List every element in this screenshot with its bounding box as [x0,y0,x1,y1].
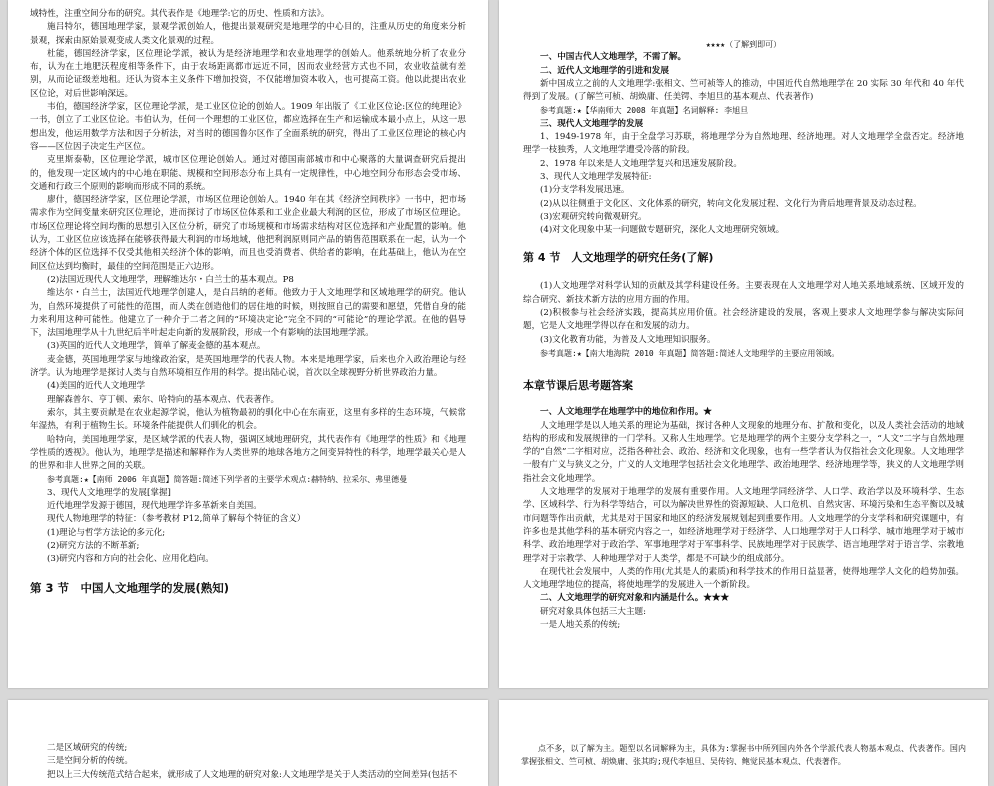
paragraph: (3)英国的近代人文地理学，简单了解麦金德的基本观点。 [47,341,266,352]
paragraph: 杜能，德国经济学家，区位理论学派，被认为是经济地理学和农业地理学的创始人。他系统地分析了农业分布，认为在土地肥沃程度相等条件下，由于农场距离都市远近不同，因而农业经营方式也不同，农业收益就有差别，从而论证级差地租。还认为资本主义条件下增加投资，不仅能增加资本收入，也可提高工资。他以此提出农业区位论，对后世影响深远。 [30,48,466,99]
paragraph: 把以上三大传统范式结合起来，就形成了人文地理的研究对象:人文地理学是关于人类活动的空间差异(包括不 [47,769,458,780]
paragraph: 1、1949-1978 年，由于全盘学习苏联，将地理学分为自然地理、经济地理。对人文地理学全盘否定。经济地理学一枝独秀，人文地理学遭受冷落的阶段。 [523,132,964,156]
page-1-body [8,0,488,566]
paragraph: (4)美国的近代人文地理学 [47,381,146,392]
paragraph: (2)法国近现代人文地理学，理解维达尔・白兰士的基本观点。P8 [47,274,294,285]
paragraph: 一是人地关系的传统; [540,619,621,630]
paragraph: 索尔，其主要贡献是在农业起源学说，他认为植物最初的驯化中心在东南亚，这里有多样的生态环境，气候常年湿热，有利于植物生长。环境条件能提供人们驯化的机会。 [30,407,466,432]
document-page-3 [8,700,488,786]
document-page-1 [8,0,488,688]
paragraph: 新中国成立之前的人文地理学:张相文、竺可祯等人的推动，中国近代自然地理学在 20 实际 30 年代和 40 年代得到了发展。(了解竺可桢、胡焕庸、任美锷、李旭旦的基本观点、代表著作) [523,78,964,103]
paragraph: 研究对象具体包括三大主题: [540,606,647,617]
paragraph: 廖什，德国经济学家，区位理论学派，市场区位理论创始人。1940 年在其《经济空间秩序》一书中，把市场需求作为空间变量来研究区位理论，进而探讨了市场区位体系和工业企业最大利润的区位，形成了市场区位理论。市场区位理论将空间均衡的思想引入区位分析，研究了市场规模和市场需求结构对区位选择和产业配置的影响。他认为，工业区位应该选择在能够获得最大利润的市场地域，他把利润原则同产品的销售范围联系在一起，认为一个经济个体的区位选择不仅受其他相关经济个体的影响，而且也受消费者、供给者的影响，在此基础上，他认为在空间区位达到均衡时，最佳的空间范围是正六边形。 [30,195,466,272]
paragraph: 三是空间分析的传统。 [47,756,133,767]
paragraph: 二、人文地理学的研究对象和内涵是什么。★★★ [540,593,730,604]
paragraph: 2、1978 年以来是人文地理学复兴和迅速发展阶段。 [540,158,742,169]
paragraph: (3)研究内容和方向的社会化、应用化趋向。 [47,554,214,565]
answers-body [523,406,964,632]
paragraph: 参考真题:★【南师 2006 年真题】简答题:简述下列学者的主要学术观点:赫特纳、拉采尔、弗里德曼 [47,475,408,485]
paragraph: ★★★★（了解到即可） [705,40,782,49]
paragraph: 韦伯，德国经济学家，区位理论学派，是工业区位论的创始人。1909 年出版了《工业区位论:区位的纯理论》一书，创立了工业区位论。韦伯认为，任何一个理想的工业区位，都应选择在生产和运输成本最小点上，从这一思想出发，他运用数学方法和因子分析法，对当时的德国鲁尔区作了全面系统的研究，得出了工业区位理论的核心内容——区位因子决定生产区位。 [30,102,466,152]
paragraph: 施吕特尔，德国地理学家，景观学派创始人，他提出景观研究是地理学的中心目的，注重从历史的角度来分析景观，探索由原始景观变成人类文化景观的过程。 [30,22,466,46]
page-2-body [523,38,964,237]
paragraph: (2)从以往侧重于文化区、文化体系的研究，转向文化发展过程、文化行为背后地理背景及动态过程。 [540,198,922,209]
paragraph: 3、现代人文地理学发展特征: [540,171,652,182]
paragraph: 克里斯泰勒，区位理论学派，城市区位理论创始人。通过对德国南部城市和中心聚落的大量调查研究后提出的，他发现一定区域内的中心地在职能、规模和空间形态分布上具有一定规律性，中心地空间分布形态会受市场、交通和行政三个原则的影响而形成不同的系统。 [30,155,466,192]
paragraph: 一、人文地理学在地理学中的地位和作用。★ [540,407,712,418]
paragraph: 三、现代人文地理学的发展 [540,118,644,129]
section-4-body [523,280,964,360]
paragraph: 麦金德，英国地理学家与地缘政治家，是英国地理学的代表人物。本来是地理学家，后来也介入政治理论与经济学。认为地理学是探讨人类与自然环境相互作用的科学。提出陆心说，首次以全球视野分析世界政治力量。 [30,354,466,379]
paragraph: 哈特向，美国地理学家，是区域学派的代表人物，强调区域地理研究，其代表作有《地理学的性质》和《地理学性质的透视》。他认为，地理学是描述和解释作为人类世界的地球各地方之间变异特性的科学，地理学最关心是人的世界和非人世界之间的关联。 [30,434,466,472]
paragraph: 现代人物地理学的特征：（参考教材 P12,简单了解每个特征的含义） [47,514,306,525]
paragraph: 在现代社会发展中，人类的作用(尤其是人的素质)和科学技术的作用日益显著，使得地理学人文化的趋势加强。人文地理学地位的提高，将使地理学的发展进入一个新阶段。 [523,566,964,591]
paragraph: 人文地理学的发展对于地理学的发展有重要作用。人文地理学同经济学、人口学、政治学以及环境科学、生态学、区域科学、行为科学等结合，可以为解决世界性的资源短缺、人口危机、自然灾害、环境污染和生态平衡以及城市问题等作出贡献，尤其是对于国家和地区的经济发展规划起到重要作用。人文地理学的分支学科和研究课题中，有许多也是其他学科的基本研究内容之一，如经济地理学对于经济学、人口地理学对于人口科学、城市地理学对于城市科学、政治地理学对于政治学、军事地理学对于军事科学、民族地理学对于民族学、语言地理学对于语言学、宗教地理学对于宗教学、人种地理学对于人类学，都是不可缺少的组成部分。 [523,487,964,564]
paragraph: (3)宏观研究转向微观研究。 [540,211,647,222]
paragraph: (3)文化教育功能，为普及人文地理知识服务。 [540,334,716,345]
paragraph: (1)人文地理学对科学认知的贡献及其学科建设任务。主要表现在人文地理学对人地关系地域系统、区域开发的综合研究、新技术新方法的应用方面的作用。 [523,281,964,305]
paragraph: 域特性，注重空间分布的研究。其代表作是《地理学:它的历史、性质和方法》。 [30,9,330,19]
section-heading-3: 第 3 节 中国人文地理学的发展(熟知) [30,581,230,596]
paragraph: 一、中国古代人文地理学，不需了解。 [540,52,687,63]
document-page-2 [499,0,988,688]
paragraph: (1)理论与哲学方法论的多元化; [47,527,166,538]
paragraph: (2)研究方法的不断革新; [47,540,140,551]
paragraph: 点不多，以了解为主。题型以名词解释为主，具体为:掌握书中所列国内外各个学派代表人物基本观点、代表著作。国内掌握张相文、竺可桢、胡焕庸、张其昀;现代李旭旦、吴传钧、鲍觉民基本观点、代表著作。 [521,744,966,767]
paragraph: 近代地理学发源于德国，现代地理学许多革新来自美国。 [47,500,262,511]
answers-heading: 本章节课后思考题答案 [523,379,633,393]
paragraph: (1)分支学科发展迅速。 [540,185,630,196]
page-4-body [499,700,988,769]
paragraph: 二、近代人文地理学的引进和发展 [540,65,669,76]
paragraph: 二是区域研究的传统; [47,743,128,753]
paragraph: (2)积极参与社会经济实践，提高其应用价值。社会经济建设的发展，客观上要求人文地理学参与解决实际问题，它是人文地理学得以存在和发展的动力。 [523,308,964,332]
section-heading-4: 第 4 节 人文地理学的研究任务(了解) [523,251,714,265]
page-3-body [8,700,488,782]
paragraph: (4)对文化现象中某一问题做专题研究，深化人文地理研究领域。 [540,225,785,236]
document-page-4 [499,700,988,786]
paragraph: 人文地理学是以人地关系的理论为基础，探讨各种人文现象的地理分布、扩散和变化，以及人类社会活动的地域结构的形成和发展规律的一门学科。又称人生地理学。它是地理学的两个主要分支学科之一，“人文”二字与自然地理学的“自然”二字相对应，泛指各种社会、政治、经济和文化现象，也有一些学者认为仅指社会文化现象。人文地理学一般有广义与狭义之分，广义的人文地理学包括社会文化地理学、政治地理学、经济地理学等，狭义的人文地理学则指社会文化地理学。 [523,420,964,484]
paragraph: 参考真题:★【华南师大 2008 年真题】名词解释: 李旭旦 [540,106,749,116]
paragraph: 3、现代人文地理学的发展[掌握] [47,487,171,498]
paragraph: 理解森普尔、亨丁顿、索尔、哈特向的基本观点、代表著作。 [47,394,280,405]
paragraph: 维达尔・白兰士，法国近代地理学创建人，是白吕纳的老师。他致力于人文地理学和区域地理学的研究。他认为，自然环境提供了可能性的范围，而人类在创造他们的居住地的时候，则按照自己的需要和愿望，凭借自身的能力来利用这种可能性。他建立了一种介于二者之间的“环境决定论”完全不同的“可能论”的理论学派。在他的倡导下，法国地理学从十九世纪后半叶起走向新的发展阶段，形成一个有影响的法国地理学派。 [30,288,466,339]
paragraph: 参考真题:★【南大地海院 2010 年真题】简答题:简述人文地理学的主要应用领域。 [540,348,840,358]
